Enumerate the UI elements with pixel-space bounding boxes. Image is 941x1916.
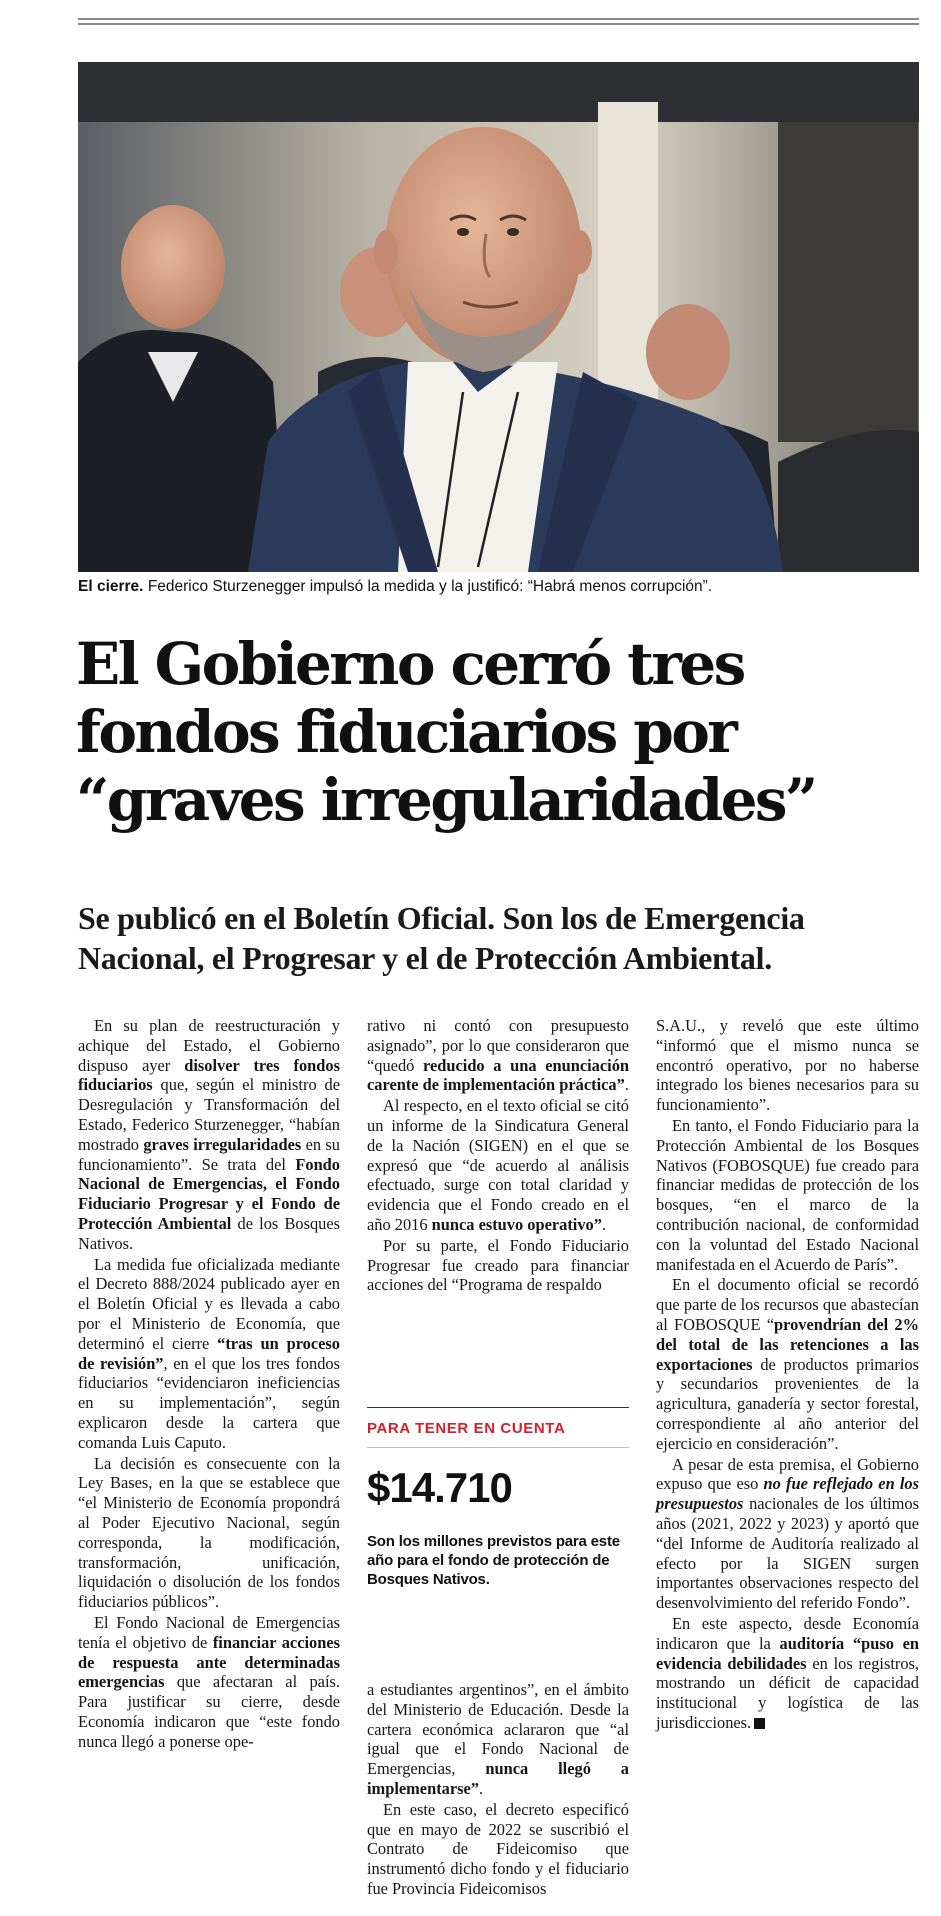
fact-box-text: Son los millones previstos para este año para el fondo de protección de Bosques Nativos. <box>367 1533 620 1588</box>
col1-paragraph-4: El Fondo Nacional de Emergencias tenía el objetivo de financiar acciones de respuesta ante determinadas emergencias que afectaran al país. Para justificar su cierre, desde Economía indicaron que “este fondo nunca llegó a ponerse ope- <box>78 1612 340 1751</box>
subheadline <box>78 898 938 978</box>
top-rule-2 <box>78 23 919 25</box>
fact-box-label: PARA TENER EN CUENTA <box>367 1420 566 1437</box>
fact-box-number: $14.710 <box>367 1464 512 1511</box>
photo-illustration <box>78 62 919 572</box>
col1-paragraph-1: En su plan de reestructuración y achique del Estado, el Gobierno dispuso ayer disolver tres fondos fiduciarios que, según el ministro de Desregulación y Transformación del Estado, Federico Sturzenegger, “habían mostrado graves irregularidades en su funcionamiento”. Se trata del Fondo Nacional de Emergencias, el Fondo Fiduciario Progresar y el Fondo de Protección Ambiental de los Bosques Nativos. <box>78 1016 340 1253</box>
caption-text: Federico Sturzenegger impulsó la medida y la justificó: “Habrá menos corrupción”. <box>147 578 713 595</box>
end-of-article-mark <box>754 1718 765 1729</box>
col3-paragraph-5: En este aspecto, desde Economía indicaron que la auditoría “puso en evidencia debilidades en los registros, mostrando un déficit de capacidad institucional y logística de las jurisdicciones. <box>656 1613 920 1732</box>
col1-paragraph-3: La decisión es consecuente con la Ley Bases, en la que se establece que “el Ministerio de Economía propondrá al Poder Ejecutivo Nacional, según corresponda, la modificación, transformación, unificación, liquidación o disolución de los fondos fiduciarios públicos”. <box>78 1453 340 1612</box>
article-column-1 <box>78 1016 340 1752</box>
col3-paragraph-3: En el documento oficial se recordó que parte de los recursos que abastecían al FOBOSQUE “provendrían del 2% del total de las retenciones a las exportaciones de productos primarios y secundarios provenientes de la agricultura, ganadería y sector forestal, correspondiente al año anterior del ejercicio en consideración”. <box>656 1275 919 1453</box>
col2-paragraph-4: a estudiantes argentinos”, en el ámbito del Ministerio de Educación. Desde la cartera económica aclararon que “al igual que el Fondo Nacional de Emergencias, nunca llegó a implementarse”. <box>367 1680 630 1798</box>
headline <box>76 630 936 834</box>
col2-paragraph-2: Al respecto, en el texto oficial se citó un informe de la Sindicatura General de la Nación (SIGEN) en el que se expresó que “de acuerdo al análisis efectuado, surge con total claridad y evidencia que el Fondo creado en el año 2016 nunca estuvo operativo”. <box>367 1096 629 1234</box>
fact-box-rule <box>367 1447 629 1448</box>
fact-box <box>367 1407 629 1654</box>
caption-lead: El cierre. <box>78 578 144 595</box>
col3-paragraph-2: En tanto, el Fondo Fiduciario para la Protección Ambiental de los Bosques Nativos (FOBOSQUE) fue creado para financiar medidas de protección de los bosques, “en el marco de la contribución nacional, de conformidad con la voluntad del Estado Nacional manifestada en el Acuerdo de París”. <box>656 1115 919 1274</box>
headline-line-2: fondos fiduciarios por <box>76 698 736 766</box>
article-photo <box>78 62 919 572</box>
col2-paragraph-1: rativo ni contó con presupuesto asignado”, por lo que consideraron que “quedó reducido a una enunciación carente de implementación práctica”. <box>367 1016 630 1095</box>
headline-line-1: El Gobierno cerró tres <box>76 630 744 698</box>
col2-paragraph-5: En este caso, el decreto especificó que en mayo de 2022 se suscribió el Contrato de Fideicomiso que instrumentó dicho fondo y el fiduciario fue Provincia Fideicomisos <box>367 1799 629 1898</box>
headline-line-3: “graves irregularidades” <box>76 766 816 834</box>
col3-paragraph-1: S.A.U., y reveló que este último “informó que el mismo nunca se encontró operativo, por no haberse integrado los bienes necesarios para su funcionamiento”. <box>656 1016 919 1115</box>
subhead-line-2: Nacional, el Progresar y el de Protección Ambiental. <box>78 940 772 976</box>
col2-paragraph-3: Por su parte, el Fondo Fiduciario Progresar fue creado para financiar acciones del “Programa de respaldo <box>367 1235 629 1295</box>
top-rule-1 <box>78 18 919 20</box>
col1-paragraph-2: La medida fue oficializada mediante el Decreto 888/2024 publicado ayer en el Boletín Oficial y es llevada a cabo por el Ministerio de Economía, que determinó el cierre “tras un proceso de revisión”, en el que los tres fondos fiduciarios “evidenciaron ineficiencias en su implementación”, según explicaron desde la cartera que comanda Luis Caputo. <box>78 1254 341 1452</box>
photo-caption <box>78 578 919 596</box>
article-column-2-bottom <box>367 1680 629 1900</box>
article-column-2-top <box>367 1016 629 1296</box>
col3-paragraph-4: A pesar de esta premisa, el Gobierno expuso que eso no fue reflejado en los presupuestos nacionales de los últimos años (2021, 2022 y 2023) y aportó que “del Informe de Auditoría realizado al efecto por la SIGEN surgen importantes observaciones respecto del desenvolvimiento del referido Fondo”. <box>656 1454 919 1613</box>
article-column-3 <box>656 1016 919 1734</box>
subhead-line-1: Se publicó en el Boletín Oficial. Son los de Emergencia <box>78 900 805 936</box>
